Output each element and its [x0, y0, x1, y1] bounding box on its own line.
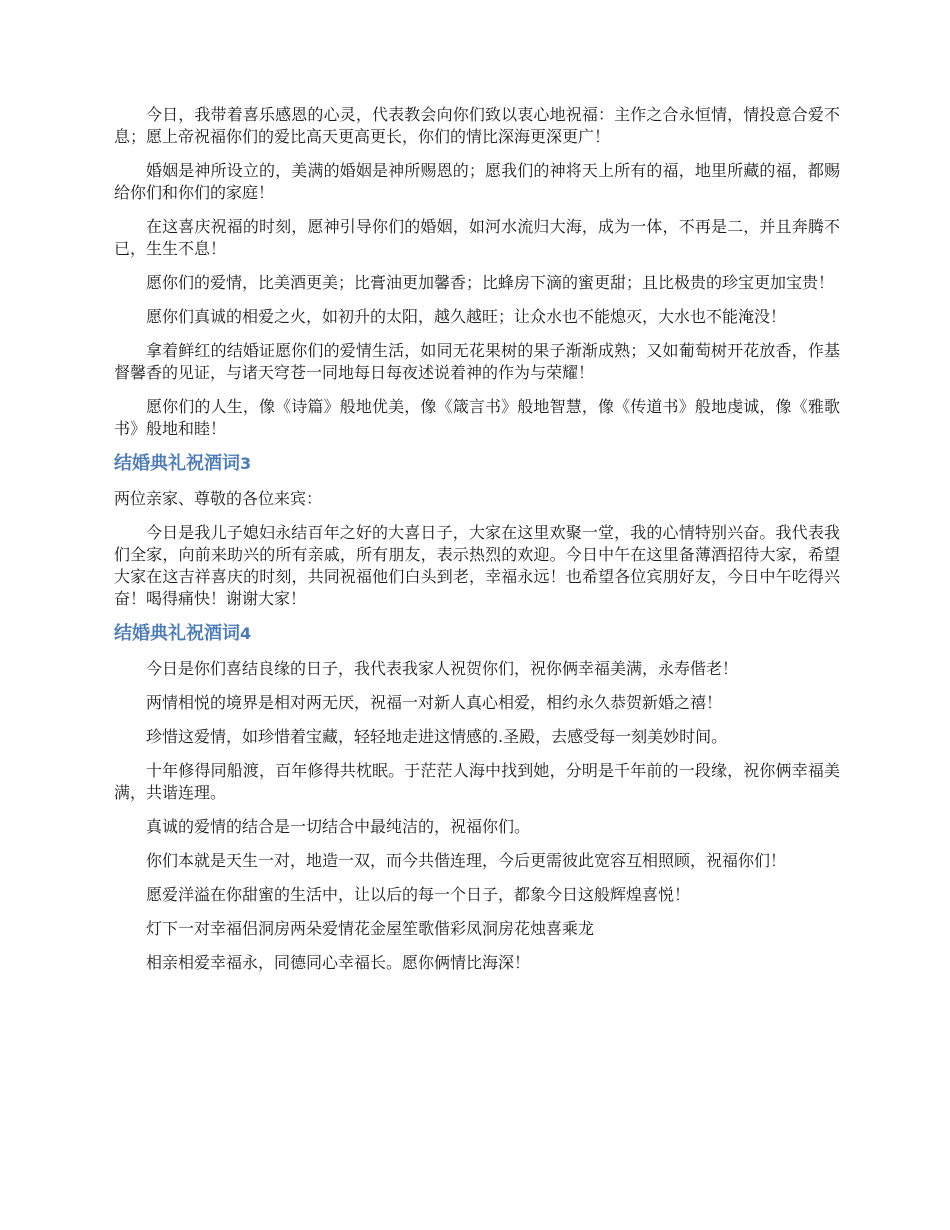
- document-page: [114, 104, 840, 986]
- paragraph: 你们本就是天生一对，地造一双，而今共偕连理，今后更需彼此宽容互相照顾，祝福你们！: [146, 851, 787, 870]
- paragraph: 愿你们的人生，像《诗篇》般地优美，像《箴言书》般地智慧，像《传道书》般地虔诚，像《雅歌书》般地和睦！: [114, 397, 840, 438]
- paragraph: 相亲相爱幸福永，同德同心幸福长。愿你俩情比海深！: [146, 953, 531, 972]
- paragraph: 今日是我儿子媳妇永结百年之好的大喜日子，大家在这里欢聚一堂，我的心情特别兴奋。我代表我们全家，向前来助兴的所有亲戚，所有朋友，表示热烈的欢迎。今日中午在这里备薄酒招待大家，希望大家在这吉祥喜庆的时刻，共同祝福他们白头到老，幸福永远！也希望各位宾朋好友，今日中午吃得兴奋！喝得痛快！谢谢大家！: [114, 523, 840, 608]
- paragraph: 今日，我带着喜乐感恩的心灵，代表教会向你们致以衷心地祝福：主作之合永恒情，情投意合爱不息；愿上帝祝福你们的爱比高天更高更长，你们的情比深海更深更广！: [114, 105, 840, 146]
- paragraph: 真诚的爱情的结合是一切结合中最纯洁的，祝福你们。: [146, 817, 531, 836]
- section-4-body: [114, 658, 840, 974]
- paragraph: 珍惜这爱情，如珍惜着宝藏，轻轻地走进这情感的.圣殿，去感受每一刻美妙时间。: [146, 727, 728, 746]
- section-4-title: 结婚典礼祝酒词: [114, 623, 240, 644]
- paragraph: 灯下一对幸福侣洞房两朵爱情花金屋笙歌偕彩凤洞房花烛喜乘龙: [146, 919, 595, 938]
- paragraph: 愿你们真诚的相爱之火，如初升的太阳，越久越旺；让众水也不能熄灭，大水也不能淹没！: [146, 307, 787, 326]
- section-3-heading: [114, 452, 840, 476]
- section-3-number: 3: [240, 454, 252, 473]
- section-3-title: 结婚典礼祝酒词: [114, 453, 240, 474]
- paragraph: 愿爱洋溢在你甜蜜的生活中，让以后的每一个日子，都象今日这般辉煌喜悦！: [146, 885, 691, 904]
- paragraph: 两情相悦的境界是相对两无厌，祝福一对新人真心相爱，相约永久恭贺新婚之禧！: [146, 693, 723, 712]
- section-4-heading: [114, 622, 840, 646]
- section-2-body: [114, 104, 840, 440]
- paragraph: 拿着鲜红的结婚证愿你们的爱情生活，如同无花果树的果子渐渐成熟；又如葡萄树开花放香，作基督馨香的见证，与诸天穹苍一同地每日每夜述说着神的作为与荣耀！: [114, 341, 840, 382]
- paragraph: 今日是你们喜结良缘的日子，我代表我家人祝贺你们，祝你俩幸福美满，永寿偕老！: [146, 659, 739, 678]
- paragraph: 愿你们的爱情，比美酒更美；比膏油更加馨香；比蜂房下滴的蜜更甜；且比极贵的珍宝更加宝贵！: [146, 273, 835, 292]
- greeting: 两位亲家、尊敬的各位来宾：: [114, 489, 323, 508]
- section-4-number: 4: [240, 624, 252, 643]
- paragraph: 十年修得同船渡，百年修得共枕眠。于茫茫人海中找到她，分明是千年前的一段缘，祝你俩幸福美满，共谐连理。: [114, 761, 840, 802]
- section-3-body: [114, 488, 840, 610]
- paragraph: 婚姻是神所设立的，美满的婚姻是神所赐恩的；愿我们的神将天上所有的福，地里所藏的福，都赐给你们和你们的家庭！: [114, 161, 840, 202]
- paragraph: 在这喜庆祝福的时刻，愿神引导你们的婚姻，如河水流归大海，成为一体，不再是二，并且奔腾不已，生生不息！: [114, 217, 840, 258]
